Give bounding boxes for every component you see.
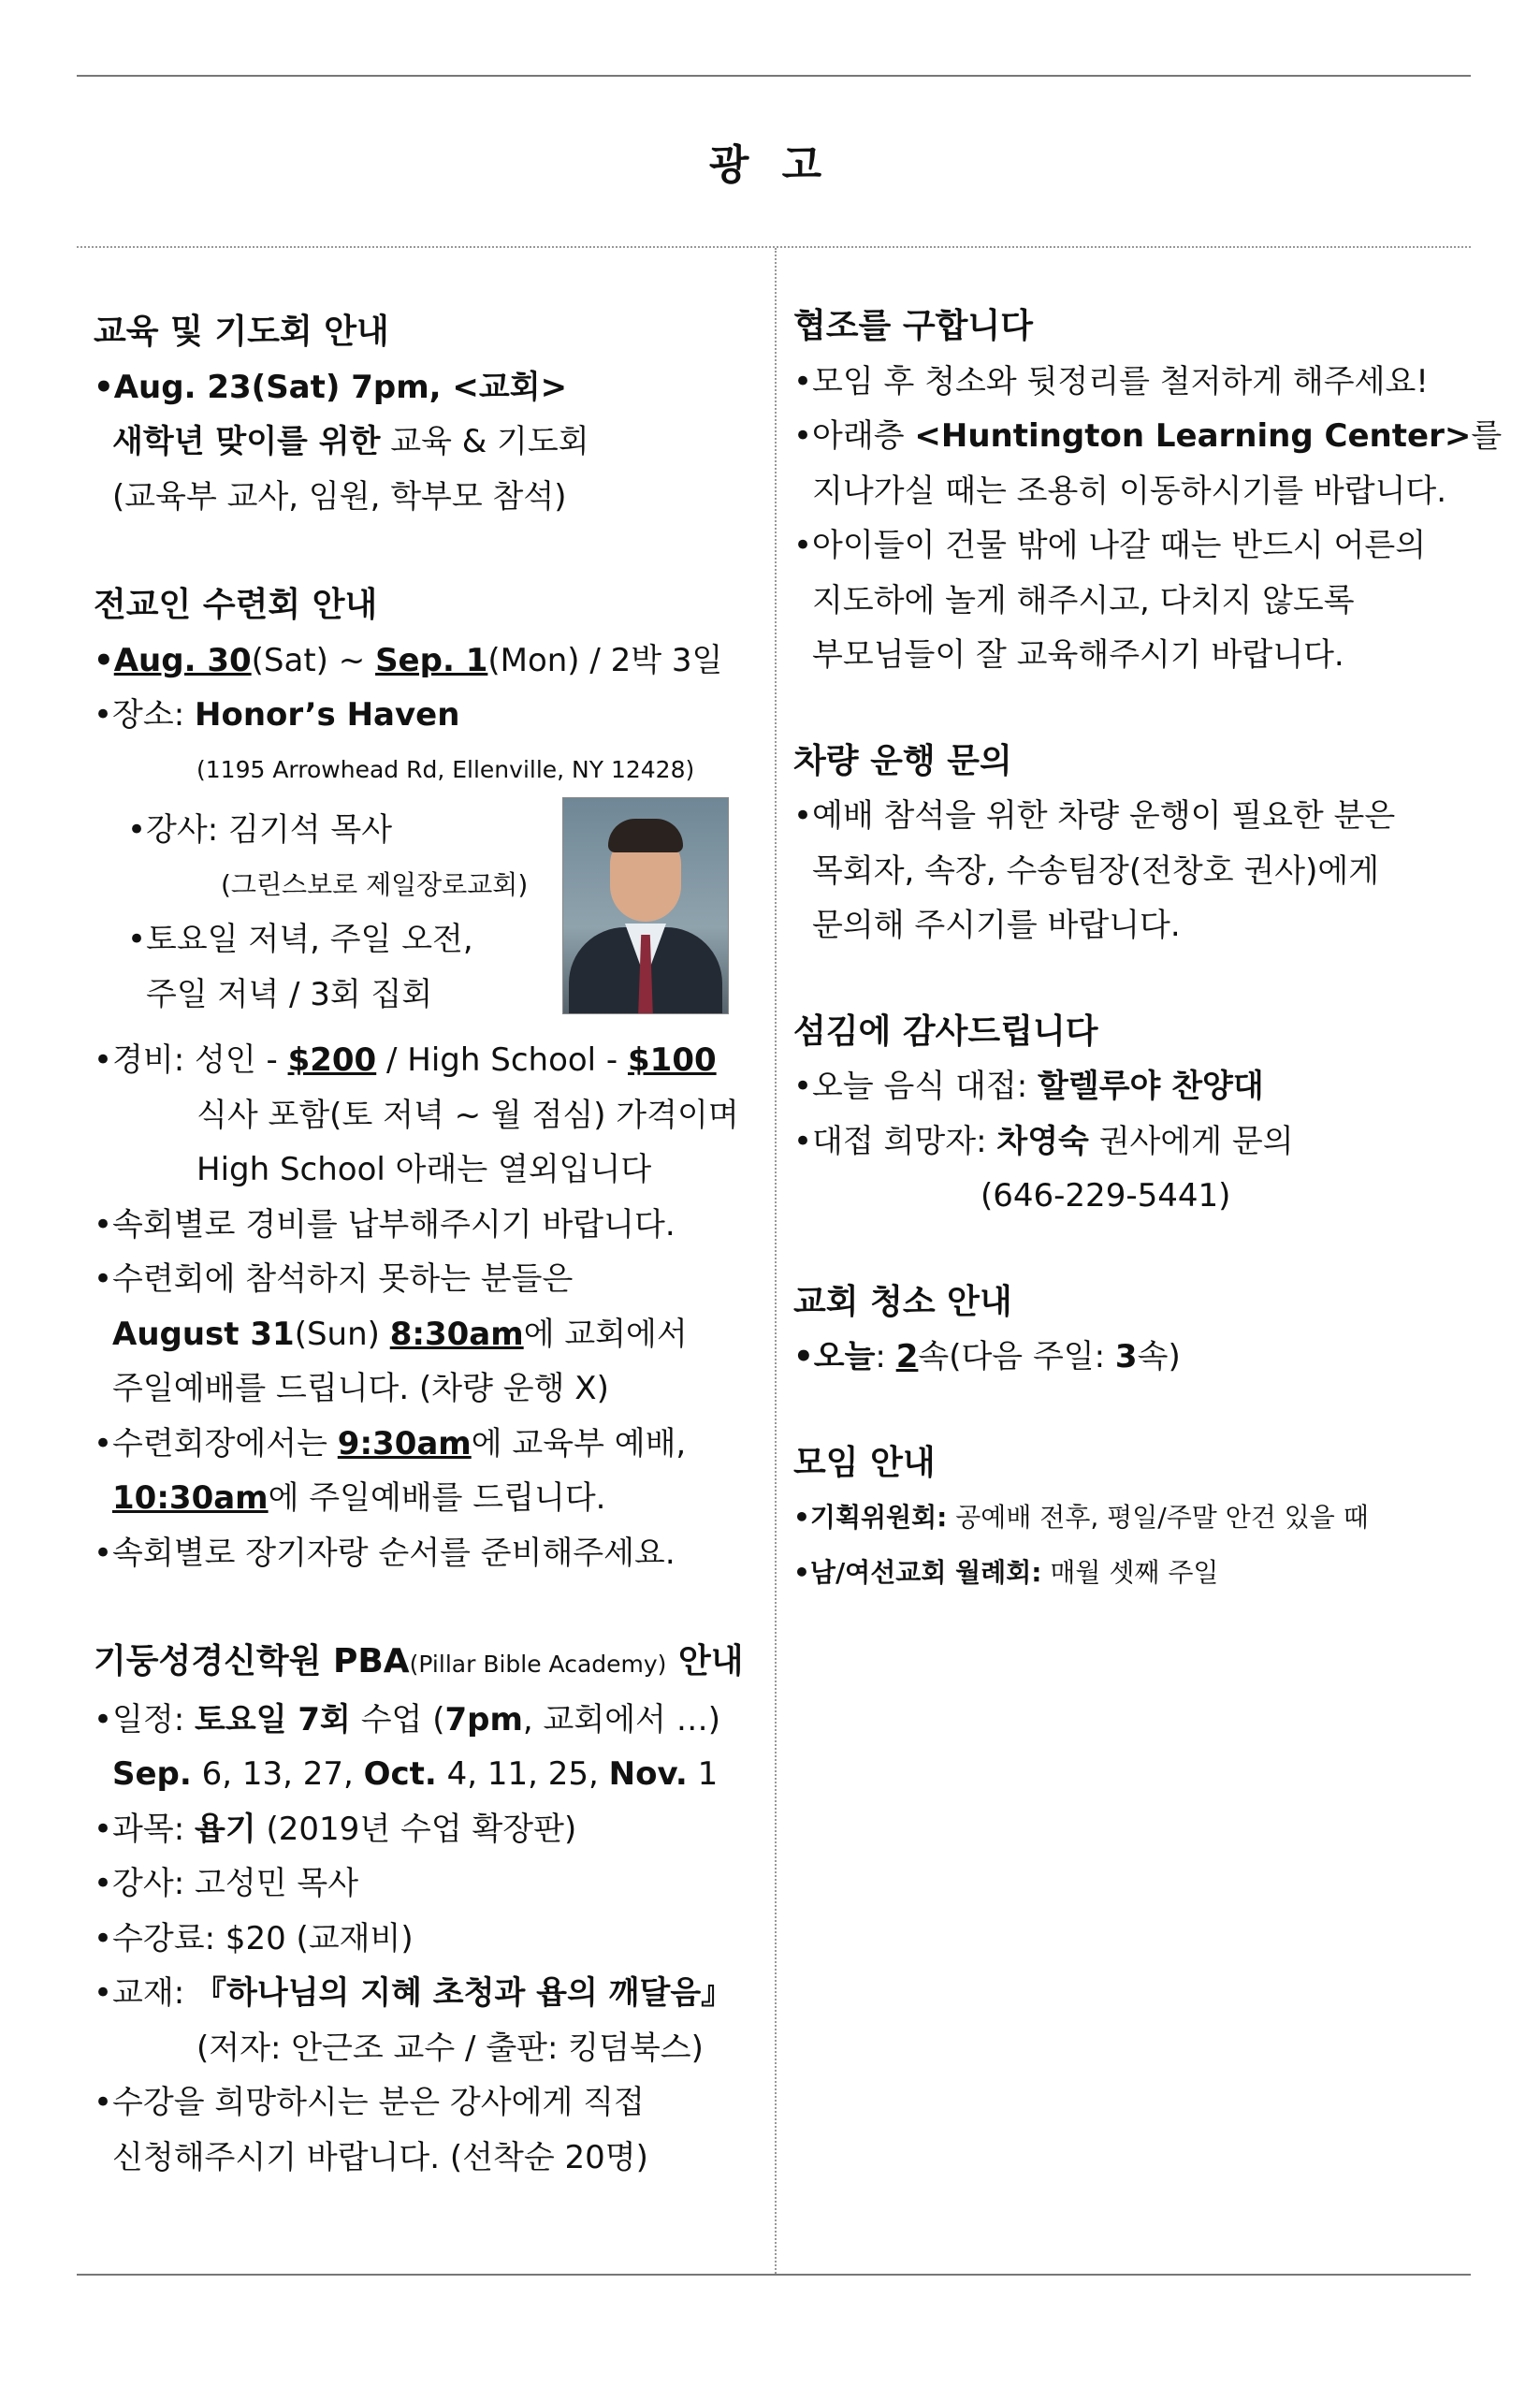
fee-line2: 식사 포함(토 저녁 ~ 월 점심) 가격이며 — [196, 1096, 739, 1134]
coop-heading: 협조를 구합니다 — [793, 307, 1033, 345]
edu-line2 — [94, 415, 758, 470]
pba-fee: •수강료: $20 (교재비) — [94, 1919, 414, 1957]
left-column — [94, 305, 758, 2185]
retreat-place-name: Honor’s Haven — [195, 696, 460, 734]
fee-hs: $100 — [628, 1041, 717, 1079]
right-column — [793, 299, 1503, 1600]
speaker-church: (그린스보로 제일장로교회) — [221, 868, 529, 900]
pba-apply2: 신청해주시기 바랍니다. (선착순 20명) — [112, 2138, 648, 2176]
meeting-line1: •기획위원회: 공예배 전후, 평일/주말 안건 있을 때 — [793, 1502, 1369, 1533]
top-rule — [77, 75, 1471, 77]
speaker-block — [94, 797, 758, 1033]
coop-line2: •아래층 <Huntington Learning Center>를 — [793, 417, 1503, 455]
thanks-line2: •대접 희망자: 차영숙 권사에게 문의 — [793, 1122, 1294, 1160]
vehicle-line3: 문의해 주시기를 바랍니다. — [812, 907, 1181, 944]
speaker-name: •강사: 김기석 목사 — [127, 811, 393, 849]
edu-line2-bold: 새학년 맞이를 위한 — [112, 423, 381, 460]
coop-line1: •모임 후 청소와 뒷정리를 철저하게 해주세요! — [793, 362, 1429, 400]
retreat-note3: August 31(Sun) 8:30am에 교회에서 — [112, 1315, 688, 1353]
thanks-heading: 섬김에 감사드립니다 — [793, 1011, 1098, 1051]
bottom-rule — [77, 2274, 1471, 2276]
page-title: 광 고 — [708, 141, 832, 189]
coop-line5: 지도하에 놀게 해주시고, 다치지 않도록 — [812, 581, 1355, 619]
sessions-line1: •토요일 저녁, 주일 오전, — [127, 921, 473, 958]
vehicle-line2: 목회자, 속장, 수송팀장(전창호 권사)에게 — [812, 851, 1380, 890]
vehicle-line1: •예배 참석을 위한 차량 운행이 필요한 분은 — [793, 797, 1396, 835]
pba-heading: 기둥성경신학원 PBA(Pillar Bible Academy) 안내 — [94, 1642, 744, 1680]
fee-line3: High School 아래는 열외입니다 — [196, 1151, 652, 1188]
title-divider — [77, 246, 1471, 248]
pba-apply1: •수강을 희망하시는 분은 강사에게 직접 — [94, 2084, 645, 2121]
thanks-line1: •오늘 음식 대접: 할렐루야 찬양대 — [793, 1068, 1264, 1105]
pba-book: •교재: 『하나님의 지혜 초청과 욥의 깨달음』 — [94, 1974, 734, 2012]
cleaning-heading: 교회 청소 안내 — [793, 1282, 1012, 1321]
column-divider — [775, 248, 777, 2274]
retreat-date-aug: Aug. 30 — [113, 641, 252, 679]
pba-schedule: •일정: 토요일 7회 수업 (7pm, 교회에서 …) — [94, 1700, 720, 1739]
sessions-line2: 주일 저녁 / 3회 집회 — [146, 975, 433, 1013]
thanks-phone: (646-229-5441) — [981, 1177, 1231, 1215]
edu-line1: •Aug. 23(Sat) 7pm, <교회> — [94, 368, 568, 406]
pba-course: •과목: 욥기 (2019년 수업 확장판) — [94, 1810, 577, 1848]
pba-book-info: (저자: 안근조 교수 / 출판: 킹덤북스) — [196, 2029, 704, 2067]
coop-line3: 지나가실 때는 조용히 이동하시기를 바랍니다. — [812, 472, 1447, 510]
retreat-note4: 주일예배를 드립니다. (차량 운행 X) — [112, 1370, 609, 1407]
fee-adult: $200 — [287, 1041, 377, 1079]
retreat-note7: •속회별로 장기자랑 순서를 준비해주세요. — [94, 1534, 676, 1572]
coop-line4: •아이들이 건물 밖에 나갈 때는 반드시 어른의 — [793, 527, 1427, 564]
fee-line1: •경비: 성인 - $200 / High School - $100 — [94, 1041, 717, 1079]
cleaning-line: •오늘: 2속(다음 주일: 3속) — [793, 1338, 1181, 1375]
speaker-photo — [562, 797, 729, 1014]
edu-line2-rest: 교육 & 기도회 — [380, 423, 589, 460]
retreat-heading: 전교인 수련회 안내 — [94, 586, 378, 624]
pba-teacher: •강사: 고성민 목사 — [94, 1865, 359, 1902]
meeting-heading: 모임 안내 — [793, 1443, 936, 1482]
retreat-note5: •수련회장에서는 9:30am에 교육부 예배, — [94, 1424, 687, 1462]
retreat-note6: 10:30am에 주일예배를 드립니다. — [112, 1479, 606, 1517]
retreat-dates: •Aug. 30(Sat) ~ Sep. 1(Mon) / 2박 3일 — [94, 641, 723, 679]
pba-dates: Sep. 6, 13, 27, Oct. 4, 11, 25, Nov. 1 — [112, 1755, 719, 1793]
retreat-note1: •속회별로 경비를 납부해주시기 바랍니다. — [94, 1205, 676, 1244]
meeting-line2: •남/여선교회 월례회: 매월 셋째 주일 — [793, 1556, 1219, 1588]
retreat-date-sep: Sep. 1 — [375, 641, 488, 679]
vehicle-heading: 차량 운행 문의 — [793, 741, 1012, 780]
edu-line3: (교육부 교사, 임원, 학부모 참석) — [112, 477, 567, 516]
coop-line6: 부모님들이 잘 교육해주시기 바랍니다. — [812, 636, 1344, 674]
edu-heading: 교육 및 기도회 안내 — [94, 313, 389, 351]
retreat-address: (1195 Arrowhead Rd, Ellenville, NY 12428) — [196, 755, 695, 783]
retreat-place: •장소: Honor’s Haven — [94, 696, 460, 734]
retreat-note2: •수련회에 참석하지 못하는 분들은 — [94, 1260, 574, 1298]
